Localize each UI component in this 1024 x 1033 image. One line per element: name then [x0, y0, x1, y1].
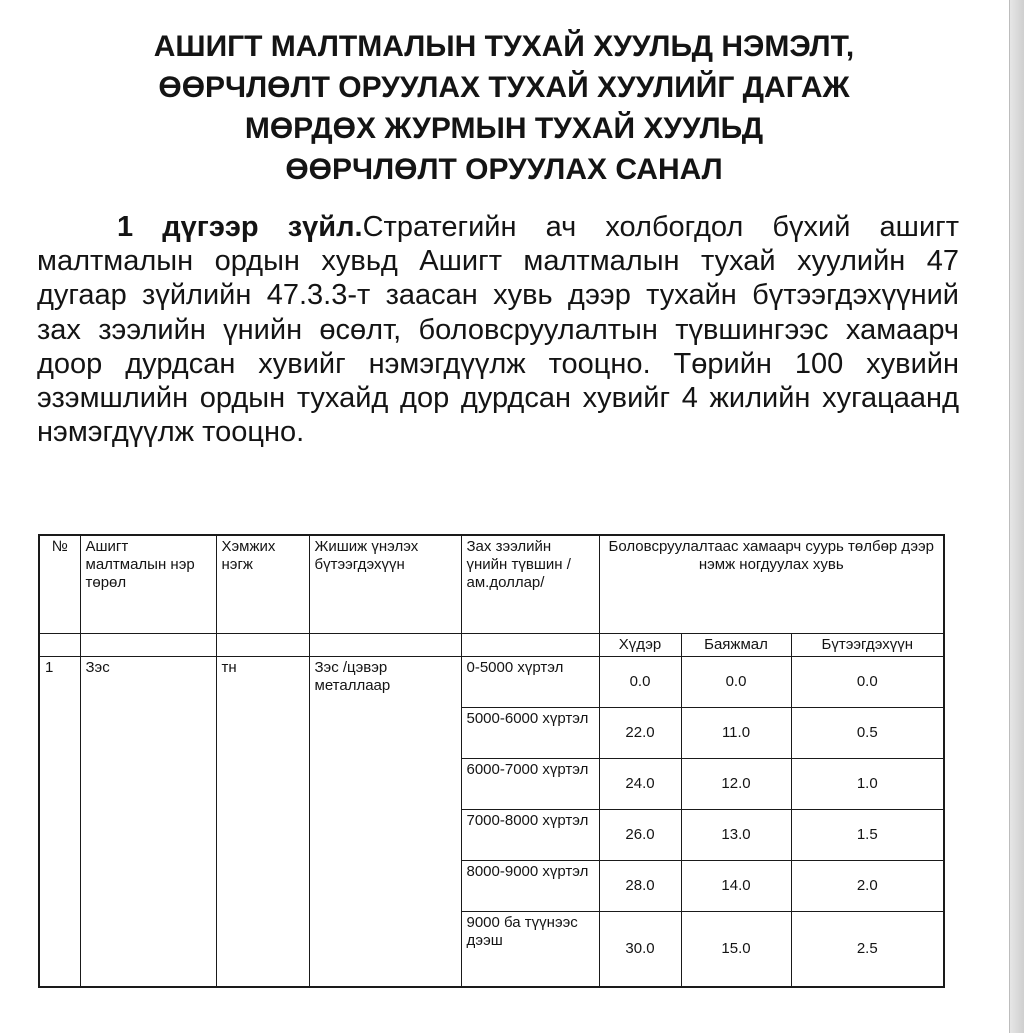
title-line-1: АШИГТ МАЛТМАЛЫН ТУХАЙ ХУУЛЬД НЭМЭЛТ,: [153, 30, 855, 63]
title-line-2: ӨӨРЧЛӨЛТ ОРУУЛАХ ТУХАЙ ХУУЛИЙГ ДАГАЖ: [158, 71, 850, 104]
cell-final-product: 1.5: [791, 809, 944, 860]
header-no: №: [39, 535, 80, 633]
header-mineral: Ашигт малтмалын нэр төрөл: [80, 535, 216, 633]
cell-concentrate: 13.0: [681, 809, 791, 860]
cell-concentrate: 11.0: [681, 707, 791, 758]
cell-price: 6000-7000 хүртэл: [461, 758, 599, 809]
cell-final-product: 2.5: [791, 911, 944, 987]
header-final-product: Бүтээгдэхүүн: [791, 633, 944, 656]
cell-price: 7000-8000 хүртэл: [461, 809, 599, 860]
cell-no: 1: [39, 656, 80, 987]
cell-final-product: 1.0: [791, 758, 944, 809]
article-heading: 1 дүгээр зүйл.: [117, 211, 363, 243]
cell-raw: 24.0: [599, 758, 681, 809]
header-unit: Хэмжих нэгж: [216, 535, 309, 633]
cell-price: 8000-9000 хүртэл: [461, 860, 599, 911]
article-paragraph: [37, 210, 959, 449]
cell-raw: 28.0: [599, 860, 681, 911]
header-raw: Хүдэр: [599, 633, 681, 656]
cell-product: Зэс /цэвэр металлаар: [309, 656, 461, 987]
cell-concentrate: 12.0: [681, 758, 791, 809]
cell-final-product: 0.5: [791, 707, 944, 758]
cell-raw: 22.0: [599, 707, 681, 758]
cell-price: 9000 ба түүнээс дээш: [461, 911, 599, 987]
cell-mineral: Зэс: [80, 656, 216, 987]
cell-price: 5000-6000 хүртэл: [461, 707, 599, 758]
cell-final-product: 0.0: [791, 656, 944, 707]
cell-price: 0-5000 хүртэл: [461, 656, 599, 707]
cell-final-product: 2.0: [791, 860, 944, 911]
document-title: [40, 26, 968, 190]
table-header-row: [39, 535, 944, 633]
cell-concentrate: 15.0: [681, 911, 791, 987]
cell-unit: тн: [216, 656, 309, 987]
cell-raw: 26.0: [599, 809, 681, 860]
title-line-4: ӨӨРЧЛӨЛТ ОРУУЛАХ САНАЛ: [285, 153, 723, 186]
cell-concentrate: 0.0: [681, 656, 791, 707]
header-price: Зах зээлийн үнийн түвшин / ам.доллар/: [461, 535, 599, 633]
header-concentrate: Баяжмал: [681, 633, 791, 656]
header-product: Жишиж үнэлэх бүтээгдэхүүн: [309, 535, 461, 633]
cell-raw: 30.0: [599, 911, 681, 987]
header-rate-group: Боловсруулалтаас хамаарч суурь төлбөр дээр нэмж ногдуулах хувь: [599, 535, 944, 633]
cell-concentrate: 14.0: [681, 860, 791, 911]
page-edge: [1009, 0, 1024, 1033]
title-line-3: МӨРДӨХ ЖУРМЫН ТУХАЙ ХУУЛЬД: [244, 112, 764, 145]
article-text: Стратегийн ач холбогдол бүхий ашигт малтмалын ордын хувьд Ашигт малтмалын тухай хуулийн 47 дугаар зүйлийн 47.3.3-т заасан хувь дээр тухайн бүтээгдэхүүний зах зээлийн үнийн өсөлт, боловсруулалтын түвшингээс хамаарч доор дурдсан хувийг нэмэгдүүлж тооцно. Төрийн 100 хувийн эзэмшлийн ордын тухайд дор дурдсан хувийг 4 жилийн хугацаанд нэмэгдүүлж тооцно.: [37, 211, 959, 449]
cell-raw: 0.0: [599, 656, 681, 707]
rates-table: [38, 534, 945, 988]
table-row: [39, 656, 944, 707]
table-subheader-row: [39, 633, 944, 656]
